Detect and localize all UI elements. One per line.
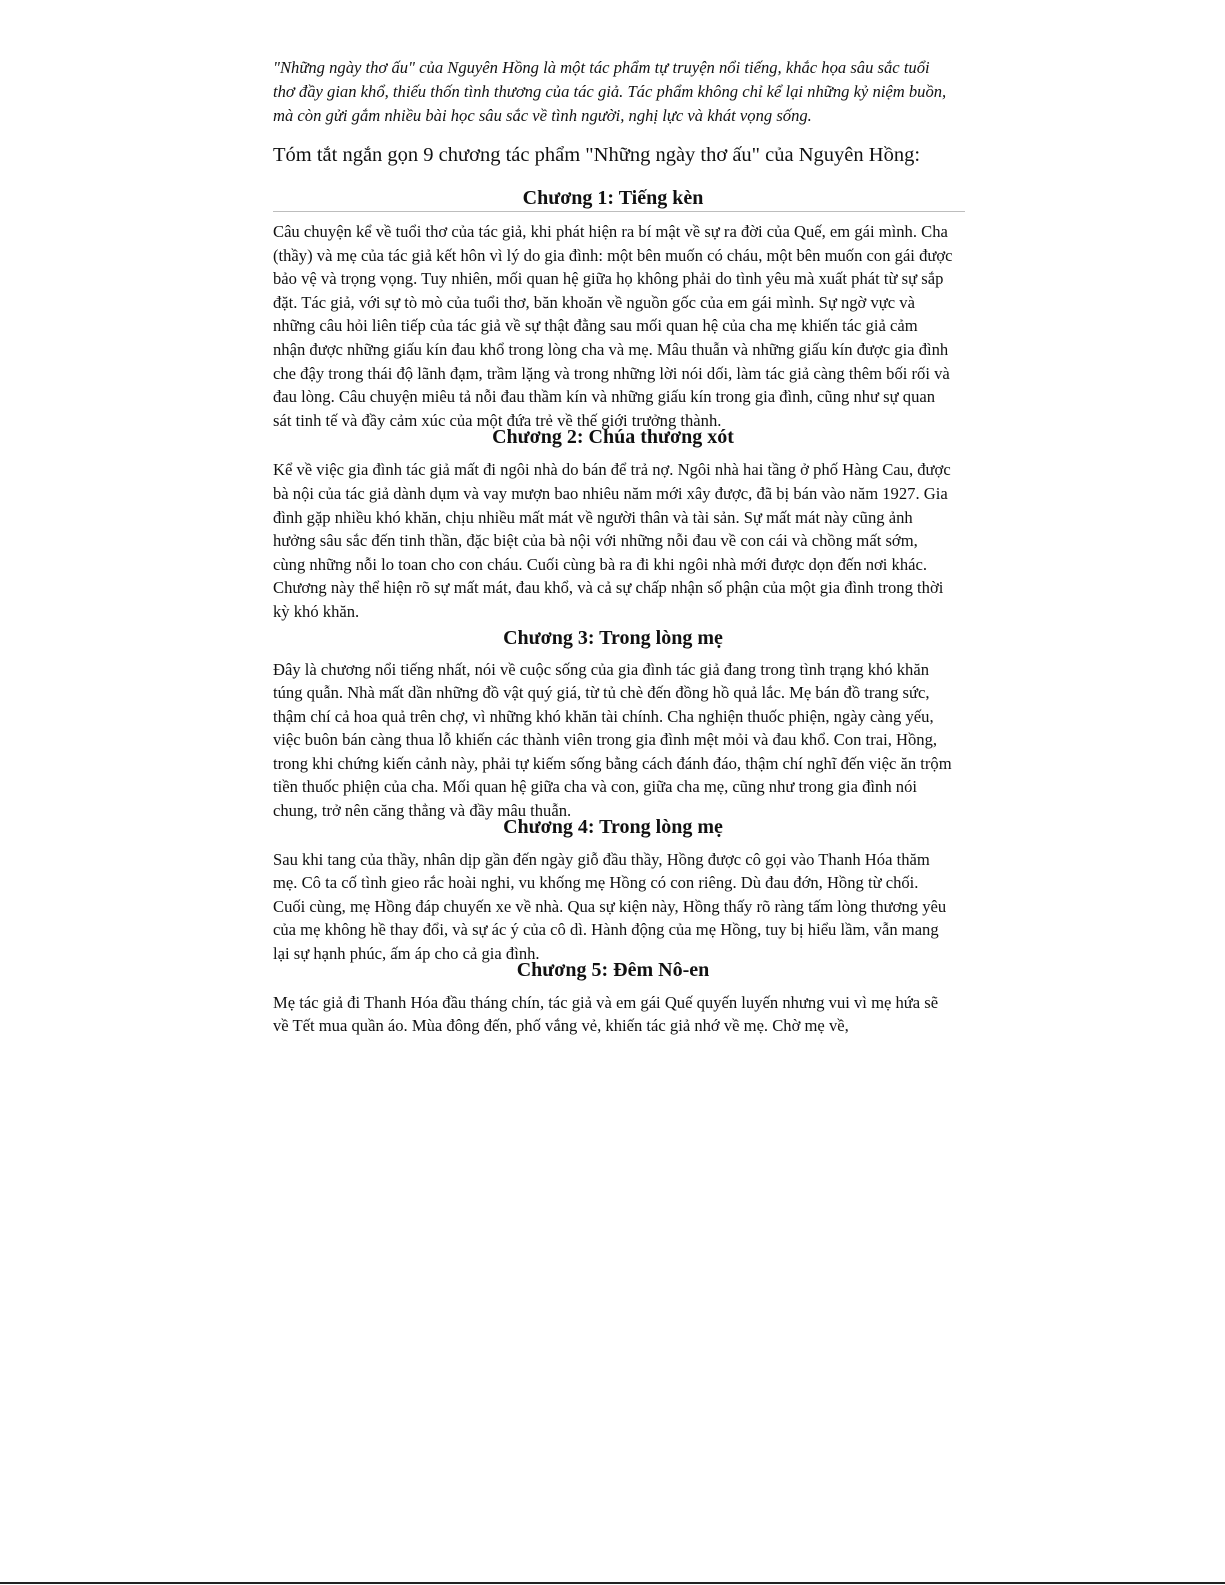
chapter-3-body: Đây là chương nổi tiếng nhất, nói về cuộc sống của gia đình tác giả đang trong tình trạng khó khăn túng quẫn. Nhà mất dần những đồ vật quý giá, từ tủ chè đến đồng hồ quả lắc. Mẹ bán đồ trang sức, thậm chí cả hoa quả trên chợ, vì những khó khăn tài chính. Cha nghiện thuốc phiện, ngày càng yếu, việc buôn bán càng thua lỗ khiến các thành viên trong gia đình mệt mỏi và đau khổ. Con trai, Hồng, trong khi chứng kiến cảnh này, phải tự kiếm sống bằng cách đánh đáo, thậm chí nghĩ đến việc ăn trộm tiền thuốc phiện của cha. Mối quan hệ giữa cha và con, giữa cha mẹ, cũng như trong gia đình nói chung, trở nên căng thẳng và đầy mâu thuẫn. [273, 659, 952, 821]
chapter-2-title: Chương 2: Chúa thương xót [492, 426, 734, 449]
chapter-3-title: Chương 3: Trong lòng mẹ [503, 626, 723, 649]
document-page [273, 56, 953, 1038]
chapter-5-body: Mẹ tác giả đi Thanh Hóa đầu tháng chín, tác giả và em gái Quế quyến luyến nhưng vui vì mẹ hứa sẽ về Tết mua quần áo. Mùa đông đến, phố vắng vẻ, khiến tác giả nhớ về mẹ. Chờ mẹ về, [273, 992, 939, 1036]
chapter-4-body: Sau khi tang của thầy, nhân dịp gần đến ngày giỗ đầu thầy, Hồng được cô gọi vào Thanh Hóa thăm mẹ. Cô ta cố tình gieo rắc hoài nghi, vu khống mẹ Hồng có con riêng. Dù đau đớn, Hồng từ chối. Cuối cùng, mẹ Hồng đáp chuyến xe về nhà. Qua sự kiện này, Hồng thấy rõ ràng tấm lòng thương yêu của mẹ không hề thay đổi, và sự ác ý của cô dì. Hành động của mẹ Hồng, tuy bị hiểu lầm, vẫn mang lại sự hạnh phúc, ấm áp cho cả gia đình. [273, 849, 947, 964]
summary-heading: Tóm tắt ngắn gọn 9 chương tác phẩm "Những ngày thơ ấu" của Nguyên Hồng: [273, 144, 921, 166]
page-bottom-border [0, 1582, 1225, 1584]
chapter-2-body: Kể về việc gia đình tác giả mất đi ngôi nhà do bán để trả nợ. Ngôi nhà hai tầng ở phố Hàng Cau, được bà nội của tác giả dành dụm và vay mượn bao nhiêu năm mới xây được, đã bị bán vào năm 1927. Gia đình gặp nhiều khó khăn, chịu nhiều mất mát về người thân và tài sản. Sự mất mát này cũng ảnh hưởng sâu sắc đến tinh thần, đặc biệt của bà nội với những nỗi đau về con cái và chồng mất sớm, cùng những nỗi lo toan cho con cháu. Cuối cùng bà ra đi khi ngôi nhà mới được dọn đến nơi khác. Chương này thể hiện rõ sự mất mát, đau khổ, và cả sự chấp nhận số phận của một gia đình trong thời kỳ khó khăn. [273, 460, 951, 621]
chapter-1-title: Chương 1: Tiếng kèn [522, 187, 704, 209]
chapter-1-divider [273, 211, 965, 212]
intro-paragraph: "Những ngày thơ ấu" của Nguyên Hồng là một tác phẩm tự truyện nổi tiếng, khắc họa sâu sắc tuổi thơ đầy gian khổ, thiếu thốn tình thương của tác giả. Tác phẩm không chỉ kể lại những kỷ niệm buồn, mà còn gửi gắm nhiều bài học sâu sắc về tình người, nghị lực và khát vọng sống. [273, 58, 947, 125]
chapter-5-title: Chương 5: Đêm Nô-en [516, 958, 710, 981]
chapter-4-title: Chương 4: Trong lòng mẹ [503, 815, 723, 838]
chapter-1-body: Câu chuyện kể về tuổi thơ của tác giả, khi phát hiện ra bí mật về sự ra đời của Quế, em gái mình. Cha (thầy) và mẹ của tác giả kết hôn vì lý do gia đình: một bên muốn có cháu, một bên muốn con gái được bảo vệ và trọng vọng. Tuy nhiên, mối quan hệ giữa họ không phải do tình yêu mà xuất phát từ sự sắp đặt. Tác giả, với sự tò mò của tuổi thơ, băn khoăn về nguồn gốc của em gái mình. Sự ngờ vực và những câu hỏi liên tiếp của tác giả về sự thật đằng sau mối quan hệ của cha mẹ khiến tác giả cảm nhận được những giấu kín đau khổ trong lòng cha và mẹ. Mâu thuẫn và những giấu kín được gia đình che đậy trong thái độ lãnh đạm, trầm lặng và trong những lời nói dối, làm tác giả càng thêm bối rối và đau lòng. Câu chuyện miêu tả nỗi đau thầm kín và những giấu kín trong gia đình, cũng như sự quan sát tinh tế và đầy cảm xúc của một đứa trẻ về thế giới trưởng thành. [273, 222, 953, 430]
